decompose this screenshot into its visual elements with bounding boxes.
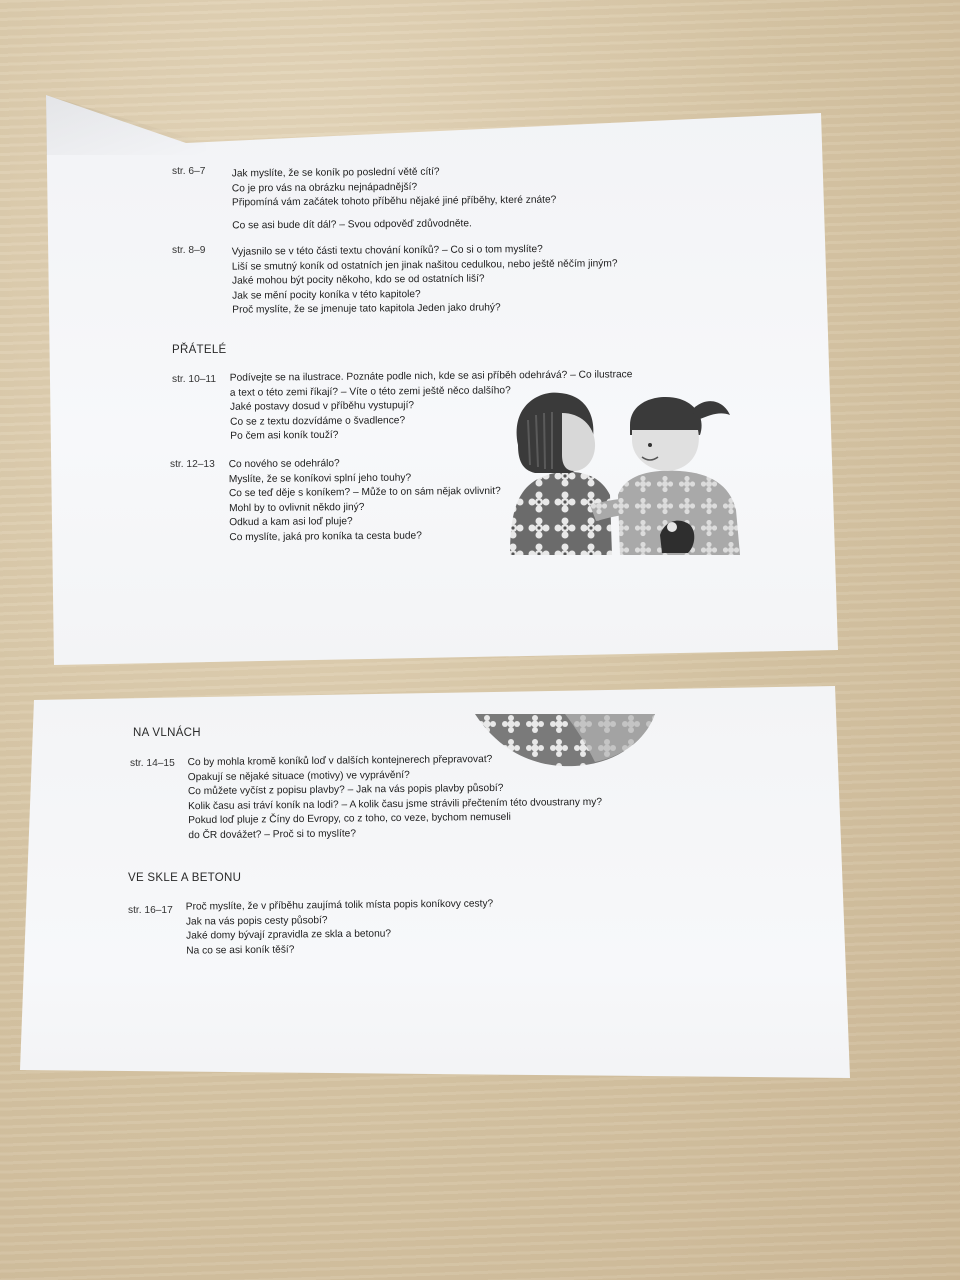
question-line: Podívejte se na ilustrace. Poznáte podle nich, kde se asi příběh odehrává? – Co ilustrace xyxy=(229,369,633,384)
questions-12-13 xyxy=(229,456,502,546)
page-label-16-17: str. 16–17 xyxy=(128,905,173,916)
question-line: Pokud loď pluje z Číny do Evropy, co z toho, co veze, bychom nemuseli xyxy=(188,812,511,827)
heading-na-vlnach: NA VLNÁCH xyxy=(133,727,201,739)
question-line: Připomíná vám začátek tohoto příběhu nějaké jiné příběhy, které znáte? xyxy=(231,194,557,209)
page-label-14-15: str. 14–15 xyxy=(130,758,175,769)
question-line: Co myslíte, jaká pro koníka ta cesta bude? xyxy=(229,530,422,544)
question-line: Co nového se odehrálo? xyxy=(228,458,340,471)
question-line: Co se asi bude dít dál? – Svou odpověď zdůvodněte. xyxy=(232,218,472,232)
question-line: Mohl by to ovlivnit někdo jiný? xyxy=(229,501,365,514)
question-line: Jaké postavy dosud v příběhu vystupují? xyxy=(229,400,415,413)
questions-14-15 xyxy=(188,752,603,844)
question-line: Na co se asi koník těší? xyxy=(186,944,295,957)
question-line: Odkud a kam asi loď pluje? xyxy=(229,516,353,529)
question-line: Proč myslíte, že se jmenuje tato kapitola Jeden jako druhý? xyxy=(232,302,501,317)
question-line: Jak se mění pocity koníka v této kapitole? xyxy=(232,288,421,302)
question-line: Proč myslíte, že v příběhu zaujímá tolik místa popis koníkovy cesty? xyxy=(185,898,494,913)
question-line: Opakují se nějaké situace (motivy) ve vyprávění? xyxy=(187,769,410,783)
question-line: Po čem asi koník touží? xyxy=(230,430,339,443)
question-line: Jak myslíte, že se koník po poslední větě cítí? xyxy=(231,166,440,180)
questions-6-7 xyxy=(232,165,557,234)
question-line: Jaké mohou být pocity někoho, kdo se od ostatních liší? xyxy=(231,273,485,287)
page-label-8-9: str. 8–9 xyxy=(172,245,206,256)
question-line: a text o této zemi říkají? – Víte o této zemi ještě něco dalšího? xyxy=(229,384,511,399)
question-line: Vyjasnilo se v této části textu chování koníků? – Co si o tom myslíte? xyxy=(231,243,543,258)
question-line: Co můžete vyčíst z popisu plavby? – Jak na vás popis plavby působí? xyxy=(187,783,504,798)
question-line: Liší se smutný koník od ostatních jen jinak našitou cedulkou, nebo ještě něčím jiným? xyxy=(231,257,618,273)
question-line: Co se teď děje s koníkem? – Může to on sám nějak ovlivnit? xyxy=(228,486,501,500)
question-line: Jaké domy bývají zpravidla ze skla a betonu? xyxy=(186,928,392,942)
question-line: Co je pro vás na obrázku nejnápadnější? xyxy=(231,181,418,195)
question-line: Co by mohla kromě koníků loď v dalších kontejnerech přepravovat? xyxy=(187,753,493,769)
questions-16-17 xyxy=(186,897,494,959)
heading-pratele: PŘÁTELÉ xyxy=(172,344,227,356)
paper-sheet-bottom xyxy=(20,686,850,1091)
heading-ve-skle-a-betonu: VE SKLE A BETONU xyxy=(128,872,242,884)
questions-8-9 xyxy=(232,242,618,318)
question-line: Kolik času asi tráví koník na lodi? – A kolik času jsme strávili přečtením této dvoustrany my? xyxy=(188,796,603,812)
question-line: Co se z textu dozvídáme o švadlence? xyxy=(230,415,406,428)
page-label-10-11: str. 10–11 xyxy=(172,374,216,385)
question-line: Myslíte, že se koníkovi splní jeho touhy? xyxy=(228,472,412,485)
question-line: Jak na vás popis cesty působí? xyxy=(185,914,328,928)
question-line: do ČR dovážet? – Proč si to myslíte? xyxy=(188,828,357,842)
illustration-two-figures-icon xyxy=(500,385,750,557)
page-label-6-7: str. 6–7 xyxy=(172,166,206,177)
page-label-12-13: str. 12–13 xyxy=(170,459,215,470)
